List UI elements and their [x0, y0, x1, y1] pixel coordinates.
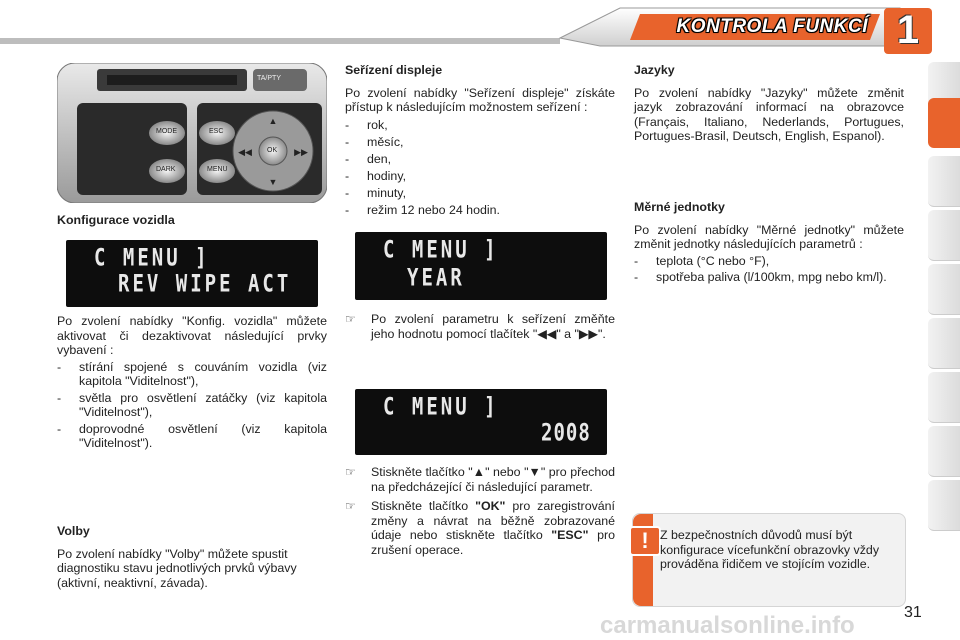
chapter-tab[interactable]	[928, 480, 960, 531]
list-item: - měsíc,	[345, 135, 615, 150]
exclamation-icon: !	[629, 526, 661, 556]
chapter-number: 1	[896, 8, 920, 52]
chapter-tab[interactable]	[928, 372, 960, 423]
list-item: - světla pro osvětlení zatáčky (viz kapitola "Viditelnost"),	[57, 391, 327, 420]
instruction-navigate	[345, 465, 615, 562]
chapter-tab[interactable]	[928, 210, 960, 261]
dark-button[interactable]: DARK	[156, 166, 176, 173]
instruction-text: Stiskněte tlačítko "▲" nebo "▼" pro přechod na předcházející či následující parametr.	[371, 465, 615, 494]
list-item: - spotřeba paliva (l/100km, mpg nebo km/l).	[634, 270, 904, 285]
paragraph-display-settings: Po zvolení nabídky "Seřízení displeje" získáte přístup k následujícím možnostem seřízení :	[345, 85, 615, 114]
warning-box	[632, 513, 906, 607]
list-item: - režim 12 nebo 24 hodin.	[345, 203, 615, 218]
list-item: - stírání spojené s couváním vozidla (viz kapitola "Viditelnost"),	[57, 360, 327, 389]
heading-display-settings: Seřízení displeje	[345, 63, 443, 77]
column-units	[634, 200, 904, 287]
page-title: KONTROLA FUNKCÍ	[676, 16, 868, 37]
pointing-hand-icon: ☞	[345, 499, 356, 513]
list-item: - teplota (°C nebo °F),	[634, 254, 904, 269]
column-vehicle-config-text	[57, 314, 327, 453]
heading-units: Měrné jednotky	[634, 200, 725, 214]
instruction-text: pro zrušení operace.	[371, 528, 615, 557]
list-config-items	[57, 360, 327, 451]
heading-languages: Jazyky	[634, 63, 675, 77]
warning-text: Z bezpečnostních důvodů musí být konfigurace vícefunkční obrazovky vždy prováděna řidičem ve stojícím vozidle.	[660, 528, 880, 571]
svg-text:▲: ▲	[268, 116, 278, 126]
paragraph-languages: Po zvolení nabídky "Jazyky" můžete změnit jazyk zobrazování informací na obrazovce (Français, Italiano, Nederlands, Portugues, Portugues-Brasil, Deutsch, English, Espanol).	[634, 85, 904, 143]
lcd-line-year: YEAR	[407, 264, 465, 292]
list-item: - hodiny,	[345, 169, 615, 184]
lcd-line-value: 2008	[541, 419, 591, 447]
column-languages	[634, 63, 904, 146]
watermark: carmanualsonline.info	[600, 612, 855, 639]
svg-text:▼: ▼	[268, 177, 278, 187]
column-vehicle-config	[57, 213, 327, 236]
list-item: - den,	[345, 152, 615, 167]
heading-vehicle-config: Konfigurace vozidla	[57, 213, 175, 227]
lcd-line-menu: C MENU ]	[94, 244, 210, 272]
page-number: 31	[904, 604, 922, 621]
list-units	[634, 254, 904, 285]
instruction-text: Po zvolení parametru k seřízení změňte jeho hodnotu pomocí tlačítek "◀◀" a "▶▶".	[371, 312, 615, 341]
chapter-tabs	[928, 62, 960, 640]
lcd-line-options: REV WIPE ACT	[118, 270, 292, 298]
ok-key-label: "OK"	[475, 499, 506, 513]
chapter-tab[interactable]	[928, 156, 960, 207]
heading-options: Volby	[57, 524, 90, 538]
lcd-line-menu: C MENU ]	[383, 393, 499, 421]
chapter-tab[interactable]	[928, 264, 960, 315]
chapter-tab-active[interactable]	[928, 98, 960, 148]
esc-button[interactable]: ESC	[209, 128, 224, 135]
instruction-text: pro zaregistrování změny a návrat na běžně zobrazované údaje nebo stiskněte tlačítko	[371, 499, 615, 542]
instruction-text: Stiskněte tlačítko	[371, 499, 476, 513]
paragraph-units: Po zvolení nabídky "Měrné jednotky" můžete změnit jednotky následujících parametrů :	[634, 222, 904, 251]
control-panel-image	[57, 63, 327, 203]
svg-text:▶▶: ▶▶	[294, 147, 308, 157]
tapty-button[interactable]: TA/PTY	[257, 75, 281, 82]
lcd-display-2008	[355, 389, 607, 455]
esc-key-label: "ESC"	[551, 528, 589, 542]
lcd-line-menu: C MENU ]	[383, 236, 499, 264]
column-options	[57, 524, 327, 592]
mode-button[interactable]: MODE	[156, 128, 177, 135]
pointing-hand-icon: ☞	[345, 312, 356, 326]
svg-text:◀◀: ◀◀	[238, 147, 252, 157]
header-banner	[0, 0, 960, 60]
instruction-change-value	[345, 312, 615, 346]
list-item: - minuty,	[345, 186, 615, 201]
paragraph-vehicle-config: Po zvolení nabídky "Konfig. vozidla" můžete aktivovat či dezaktivovat následující prvky vybavení :	[57, 314, 327, 357]
list-display-params	[345, 118, 615, 218]
chapter-tab[interactable]	[928, 426, 960, 477]
pointing-hand-icon: ☞	[345, 465, 356, 479]
chapter-tab[interactable]	[928, 318, 960, 369]
list-item: - rok,	[345, 118, 615, 133]
paragraph-options: Po zvolení nabídky "Volby" můžete spustit diagnostiku stavu jednotlivých prvků výbavy (aktivní, neaktivní, závada).	[57, 546, 297, 590]
menu-button[interactable]: MENU	[207, 166, 228, 173]
list-item: - doprovodné osvětlení (viz kapitola "Viditelnost").	[57, 422, 327, 451]
column-display-settings	[345, 63, 615, 220]
ok-button[interactable]: OK	[267, 147, 278, 154]
lcd-display-config	[66, 240, 318, 307]
lcd-display-year	[355, 232, 607, 300]
